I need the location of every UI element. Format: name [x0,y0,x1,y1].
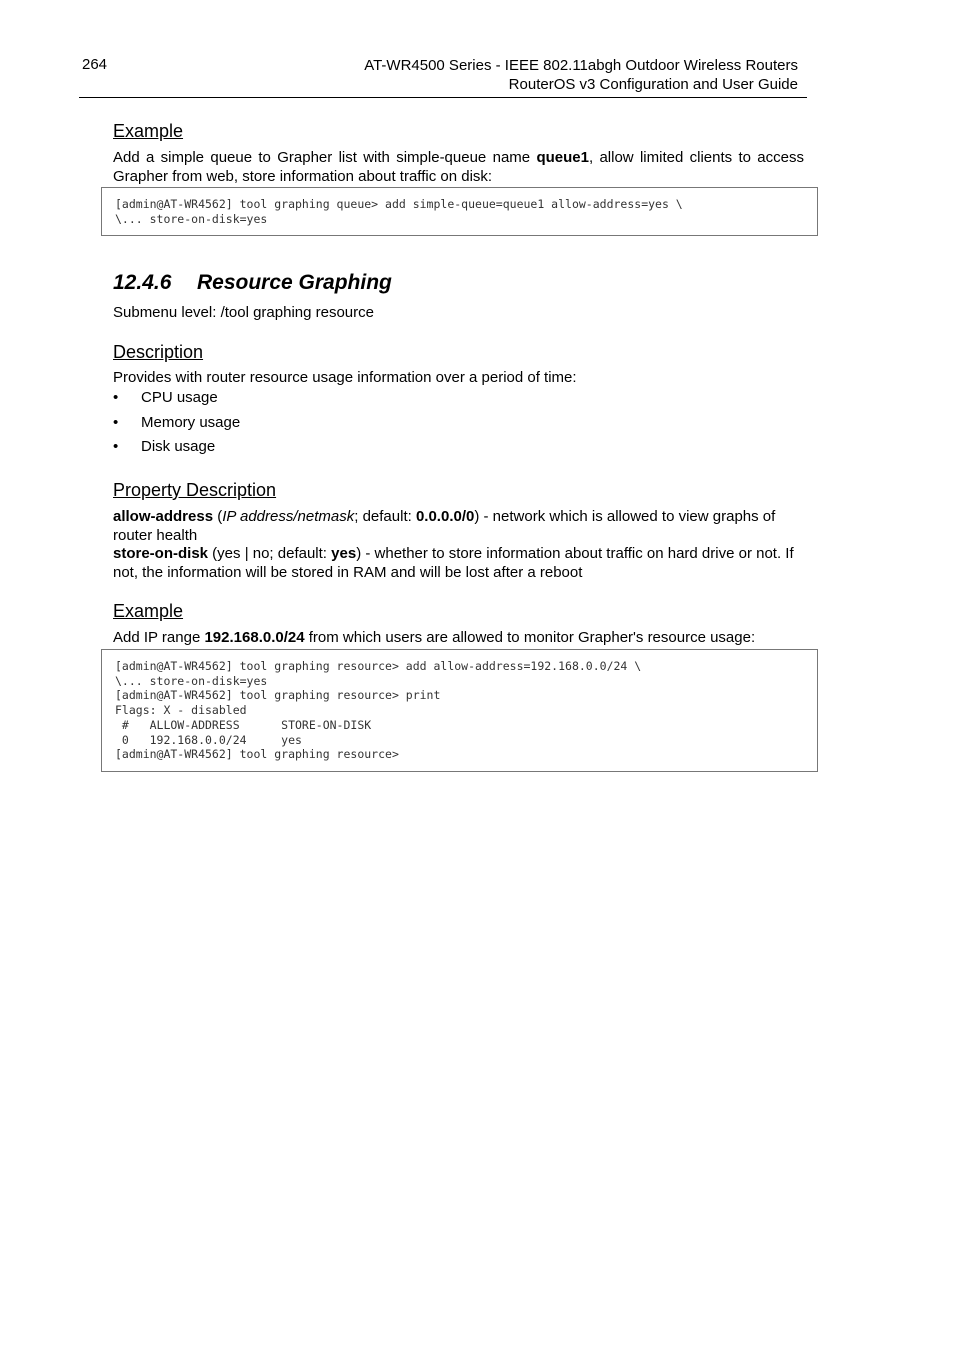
list-item: • Disk usage [113,438,216,455]
section-title [113,271,392,295]
page-number: 264 [82,56,108,73]
example-heading: Example [113,121,184,141]
property-store-on-disk: store-on-disk (yes | no; default: yes) - whether to store information about traffic on hard drive or not. If not, the information will be stored in RAM and will be lost after a reboot [113,545,794,581]
list-item: • CPU usage [113,389,218,406]
example-heading: Example [113,601,184,621]
property-description-heading: Property Description [113,480,277,500]
submenu-level: Submenu level: /tool graphing resource [113,304,374,321]
example-description [113,149,804,186]
section-name: Resource Graphing [197,271,392,294]
example-text-after: , allow limited clients to access Grapher from web, store information about traffic on disk: [113,149,804,185]
description-heading: Description [113,342,204,362]
queue-name: queue1 [536,149,589,166]
ip-range: 192.168.0.0/24 [204,629,305,646]
list-item: • Memory usage [113,413,241,431]
running-header [364,56,798,94]
header-title-line1: AT-WR4500 Series - IEEE 802.11abgh Outdoor Wireless Routers [364,57,798,74]
header-divider [79,97,807,98]
resource-list [113,389,240,463]
example-text-before: Add a simple queue to Grapher list with simple-queue name [113,149,537,166]
property-allow-address: allow-address (IP address/netmask; default: 0.0.0.0/0) - network which is allowed to view graphs of router health [113,508,776,544]
example-description: Add IP range 192.168.0.0/24 from which users are allowed to monitor Grapher's resource usage: [113,629,756,646]
header-title-line2: RouterOS v3 Configuration and User Guide [508,76,798,93]
section-number: 12.4.6 [113,271,172,294]
bullet-icon: • [113,438,119,455]
property-default: yes [331,545,357,562]
code-block-queue: [admin@AT-WR4562] tool graphing queue> add simple-queue=queue1 allow-address=yes \ \... store-on-disk=yes [101,187,818,236]
property-type: IP address/netmask [222,508,355,525]
description-intro: Provides with router resource usage information over a period of time: [113,369,577,386]
code-block-resource: [admin@AT-WR4562] tool graphing resource> add allow-address=192.168.0.0/24 \ \... store-on-disk=yes [admin@AT-WR4562] tool graphing resource> print Flags: X - disabled # ALLOW-ADDRESS STORE-ON-DISK 0 192.168.0.0/24 yes [admin@AT-WR4562] tool graphing resource> [101,649,818,772]
bullet-icon: • [113,413,119,431]
property-default: 0.0.0.0/0 [415,508,475,525]
bullet-icon: • [113,389,119,406]
property-name: store-on-disk [113,545,209,562]
property-name: allow-address [113,508,214,525]
